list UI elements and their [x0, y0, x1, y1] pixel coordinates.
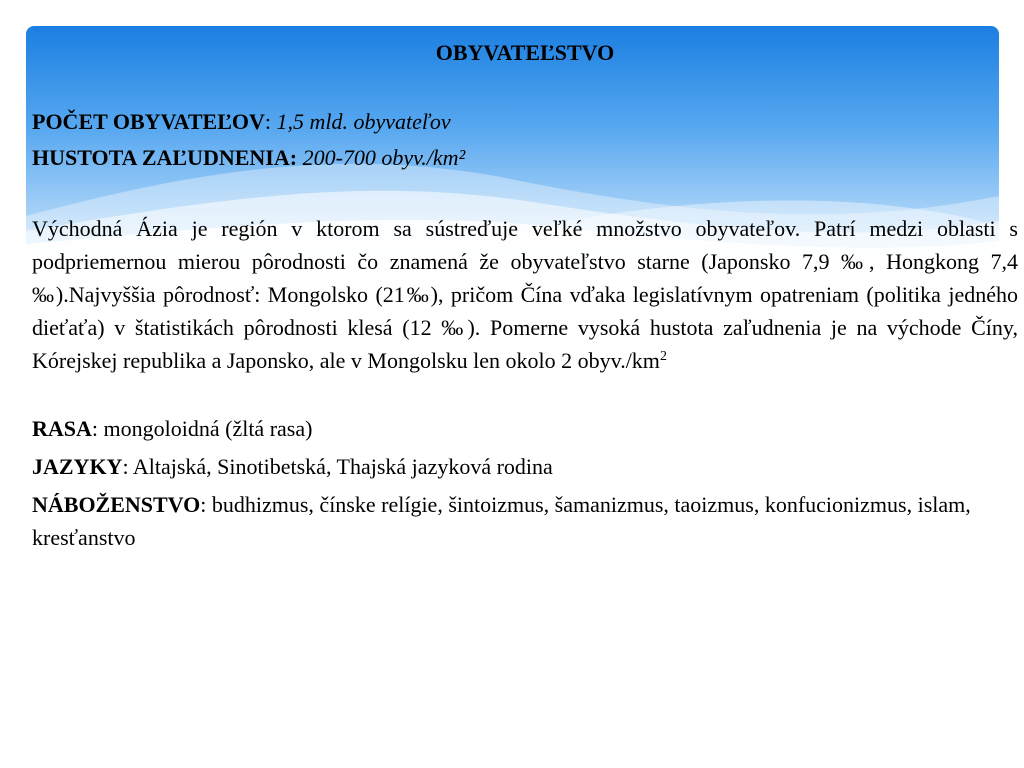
population-separator: :	[264, 109, 277, 134]
density-line	[32, 140, 1018, 176]
description-superscript: 2	[659, 349, 667, 364]
population-value: 1,5 mld. obyvateľov	[276, 109, 451, 134]
description-paragraph	[32, 212, 1018, 377]
facts-block	[32, 410, 1018, 554]
languages-label: JAZYKY	[32, 454, 123, 479]
race-label: RASA	[32, 416, 92, 441]
slide-title: OBYVATEĽSTVO	[435, 40, 615, 65]
religion-label: NÁBOŽENSTVO	[32, 492, 201, 517]
slide-content	[32, 36, 1018, 554]
density-value: 200-700 obyv./km²	[302, 145, 466, 170]
religion-line	[32, 488, 1018, 554]
density-label: HUSTOTA ZAĽUDNENIA:	[32, 145, 298, 170]
race-line	[32, 410, 1018, 448]
religion-value: : budhizmus, čínske relígie, šintoizmus, šamanizmus, taoizmus, konfucionizmus, islam, kresťanstvo	[32, 492, 971, 550]
population-label: POČET OBYVATEĽOV	[32, 109, 265, 134]
description-text: Východná Ázia je región v ktorom sa sústreďuje veľké množstvo obyvateľov. Patrí medzi oblasti s podpriemernou mierou pôrodnosti čo znamená že obyvateľstvo starne (Japonsko 7,9 ‰, Hongkong 7,4 ‰).Najvyššia pôrodnosť: Mongolsko (21‰), pričom Čína vďaka legislatívnym opatreniam (politika jedného dieťaťa) v štatistikách pôrodnosti klesá (12 ‰). Pomerne vysoká hustota zaľudnenia je na východe Číny, Kórejskej republika a Japonsko, ale v Mongolsku len okolo 2 obyv./km	[32, 216, 1018, 373]
languages-value: : Altajská, Sinotibetská, Thajská jazyková rodina	[122, 454, 553, 479]
race-value: : mongoloidná (žltá rasa)	[91, 416, 313, 441]
population-line	[32, 104, 1018, 140]
languages-line	[32, 448, 1018, 486]
